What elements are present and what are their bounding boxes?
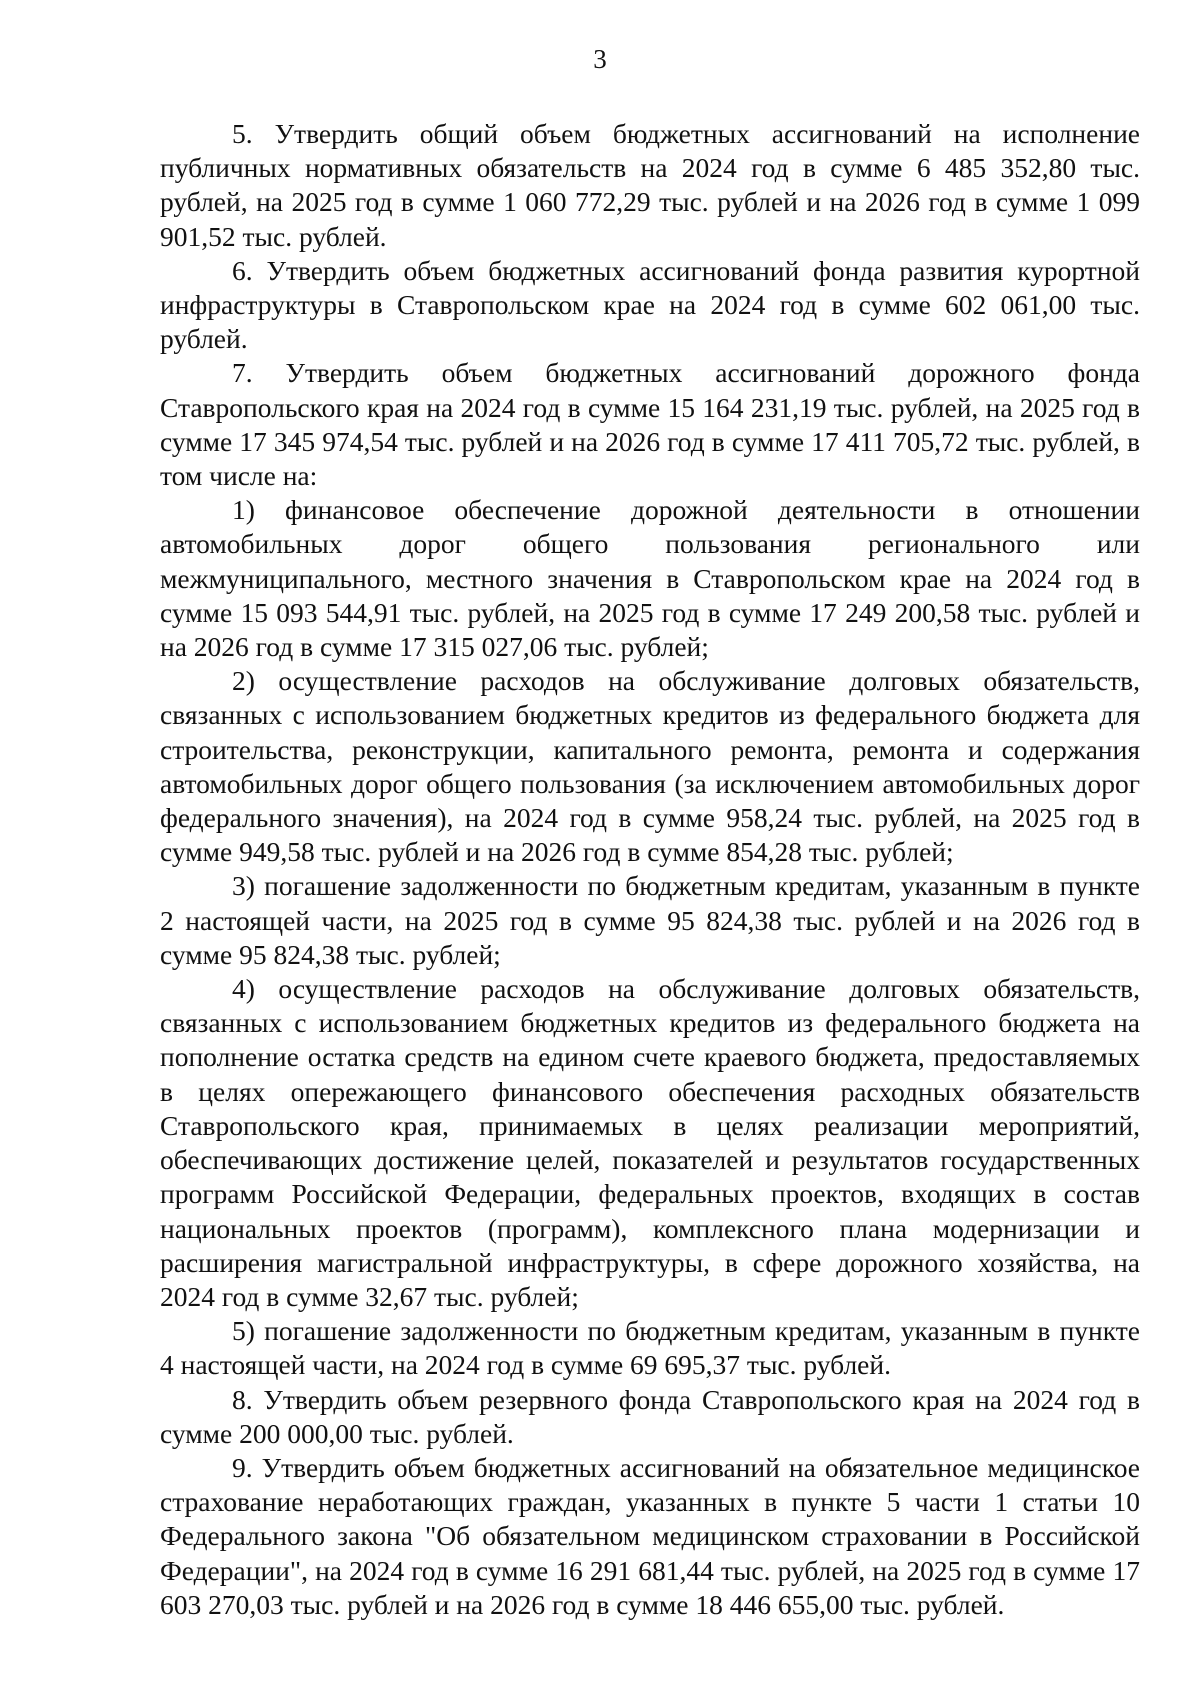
page-number: 3	[593, 44, 607, 74]
paragraph-5: 5. Утвердить общий объем бюджетных ассигнований на исполнение публичных нормативных обязательств на 2024 год в сумме 6 485 352,80 тыс. рублей, на 2025 год в сумме 1 060 772,29 тыс. рублей и на 2026 год в сумме 1 099 901,52 тыс. рублей.	[160, 118, 1140, 252]
paragraph-8: 8. Утвердить объем резервного фонда Ставропольского края на 2024 год в сумме 200 000,00 тыс. рублей.	[160, 1383, 1140, 1449]
paragraph-9: 9. Утвердить объем бюджетных ассигнований на обязательное медицинское страхование неработающих граждан, указанных в пункте 5 части 1 статьи 10 Федерального закона "Об обязательном медицинском страховании в Российской Федерации", на 2024 год в сумме 16 291 681,44 тыс. рублей, на 2025 год в сумме 17 603 270,03 тыс. рублей и на 2026 год в сумме 18 446 655,00 тыс. рублей.	[160, 1451, 1140, 1620]
document-body	[160, 117, 1140, 1622]
paragraph-7-item-4: 4) осуществление расходов на обслуживание долговых обязательств, связанных с использованием бюджетных кредитов из федерального бюджета на пополнение остатка средств на едином счете краевого бюджета, предоставляемых в целях опережающего финансового обеспечения расходных обязательств Ставропольского края, принимаемых в целях реализации мероприятий, обеспечивающих достижение целей, показателей и результатов государственных программ Российской Федерации, федеральных проектов, входящих в состав национальных проектов (программ), комплексного плана модернизации и расширения магистральной инфраструктуры, в сфере дорожного хозяйства, на 2024 год в сумме 32,67 тыс. рублей;	[160, 973, 1140, 1312]
paragraph-6: 6. Утвердить объем бюджетных ассигнований фонда развития курортной инфраструктуры в Ставропольском крае на 2024 год в сумме 602 061,00 тыс. рублей.	[160, 254, 1140, 355]
paragraph-7: 7. Утвердить объем бюджетных ассигнований дорожного фонда Ставропольского края на 2024 год в сумме 15 164 231,19 тыс. рублей, на 2025 год в сумме 17 345 974,54 тыс. рублей и на 2026 год в сумме 17 411 705,72 тыс. рублей, в том числе на:	[160, 357, 1140, 492]
paragraph-7-item-3: 3) погашение задолженности по бюджетным кредитам, указанным в пункте 2 настоящей части, на 2025 год в сумме 95 824,38 тыс. рублей и на 2026 год в сумме 95 824,38 тыс. рублей;	[160, 870, 1140, 970]
paragraph-7-item-2: 2) осуществление расходов на обслуживание долговых обязательств, связанных с использованием бюджетных кредитов из федерального бюджета для строительства, реконструкции, капитального ремонта, ремонта и содержания автомобильных дорог общего пользования (за исключением автомобильных дорог федерального значения), на 2024 год в сумме 958,24 тыс. рублей, на 2025 год в сумме 949,58 тыс. рублей и на 2026 год в сумме 854,28 тыс. рублей;	[160, 665, 1140, 868]
paragraph-7-item-1: 1) финансовое обеспечение дорожной деятельности в отношении автомобильных дорог общего пользования регионального или межмуниципального, местного значения в Ставропольском крае на 2024 год в сумме 15 093 544,91 тыс. рублей, на 2025 год в сумме 17 249 200,58 тыс. рублей и на 2026 год в сумме 17 315 027,06 тыс. рублей;	[160, 494, 1140, 663]
paragraph-7-item-5: 5) погашение задолженности по бюджетным кредитам, указанным в пункте 4 настоящей части, на 2024 год в сумме 69 695,37 тыс. рублей.	[160, 1315, 1140, 1381]
